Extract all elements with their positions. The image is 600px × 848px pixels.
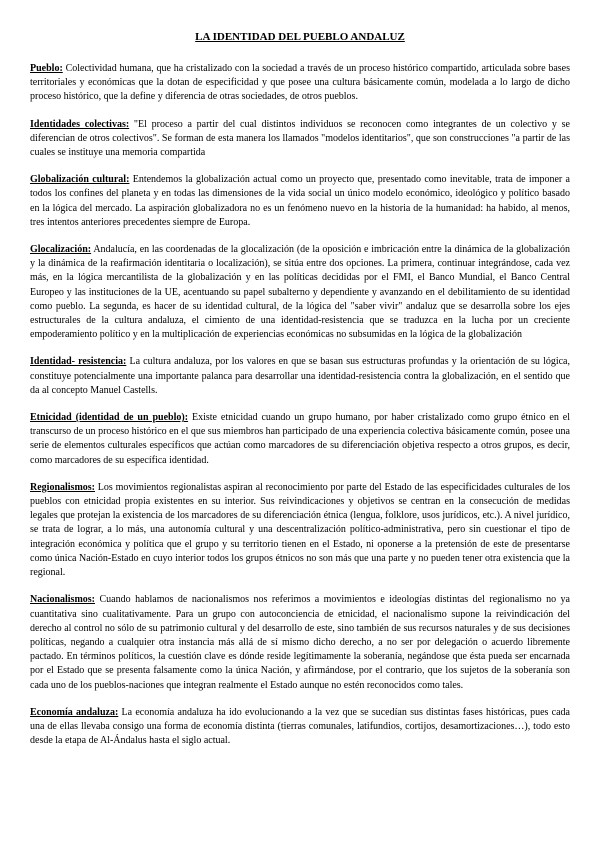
definition-text: "El proceso a partir del cual distintos individuos se reconocen como integrantes de un colectivo y se diferencian de otros colectivos". Se forman de esta manera los llamados "modelos identitarios", que son construcciones "a partir de las cuales se instituye una memoria compartida — [30, 118, 570, 159]
definition-text: Los movimientos regionalistas aspiran al reconocimiento por parte del Estado de las especificidades culturales de los pueblos con etnicidad propia existentes en su interior. Sus reivindicaciones y objetivos se centran en la consecución de medidas legales que protejan la existencia de los marcadores de su diferenciación étnica (lengua, folklore, usos jurídicos, etc.). A nivel jurídico, se trata de lograr, a lo más, una autonomía cultural y una descentralización político-administrativa, pero sin cuestionar el tipo de integración económica y política que el grupo y su territorio tienen en el Estado, ni oponerse a la pretensión de este de presentarse como única Nación-Estado en cuyo interior todos los grupos étnicos no son más que una parte y no pueden tener otra existencia que la regional. — [30, 481, 570, 579]
definition-globalizacion-cultural — [30, 173, 570, 230]
definition-text: La economía andaluza ha ido evolucionando a la vez que se sucedían sus distintas fases históricas, pues cada una de ellas llevaba consigo una forma de economía distinta (tierras comunales, latifundios, cortijos, desamortizaciones…), todo esto desde la etapa de Al-Ándalus hasta el siglo actual. — [30, 706, 570, 747]
definition-etnicidad — [30, 411, 570, 468]
definition-identidades-colectivas — [30, 118, 570, 161]
definition-term: Identidad- resistencia: — [30, 356, 127, 368]
definition-glocalizacion — [30, 243, 570, 342]
definition-economia-andaluza — [30, 706, 570, 749]
definition-text: Entendemos la globalización actual como un proyecto que, presentado como inevitable, trata de imponer a todos los confines del planeta y en todas las dimensiones de la vida social un único modelo económico, ideológico y político basado en la lógica del mercado. La aspiración globalizadora no es un fenómeno nuevo en la historia de la humanidad: ha habido, al menos, tres intentos anteriores precedentes siempre de Europa. — [30, 174, 570, 228]
definition-term: Regionalismos: — [30, 481, 95, 493]
definition-term: Glocalización: — [30, 244, 92, 256]
definition-term: Nacionalismos: — [30, 594, 95, 606]
definition-term: Identidades colectivas: — [30, 118, 130, 130]
definition-text: Andalucía, en las coordenadas de la glocalización (de la oposición e imbricación entre la dinámica de la globalización y la dinámica de la reafirmación identitaria o localización), se sitúa entre dos opciones. La primera, continuar integrándose, cada vez más, en la lógica mercantilista de la globalización y en las políticas decididas por el FMI, el Banco Mundial, el Banco Central Europeo y las instituciones de la UE, acentuando su papel subalterno y dependiente y avanzando en el debilitamiento de su identidad como pueblo. La segunda, es hacer de su identidad cultural, de la lógica del "saber vivir" andaluz que se desarrolla sobre los ejes estructurales de la cultura andaluza, el cimiento de una identidad-resistencia que se traduzca en la lucha por un creciente empoderamiento político y en la multiplicación de experiencias económicas no subsumidas en la lógica de la globalización — [30, 244, 570, 341]
definition-regionalismos — [30, 481, 570, 580]
definition-term: Globalización cultural: — [30, 174, 130, 186]
definition-term: Economía andaluza: — [30, 706, 119, 718]
definition-text: La cultura andaluza, por los valores en que se basan sus estructuras profundas y la orientación de su lógica, constituye potencialmente una importante palanca para desarrollar una identidad-resistencia contra la globalización, en el sentido que da al concepto Manuel Castells. — [30, 356, 570, 396]
definition-pueblo — [30, 62, 570, 105]
definition-text: Existe etnicidad cuando un grupo humano, por haber cristalizado como grupo étnico en el transcurso de un proceso histórico en el que sus miembros han participado de una experiencia colectiva básicamente común, posee una serie de elementos culturales específicos que actúan como marcadores de su diferenciación objetiva respecto a otros grupos, es decir, como marcadores de su específica identidad. — [30, 412, 570, 466]
definition-text: Colectividad humana, que ha cristalizado con la sociedad a través de un proceso histórico compartido, articulada sobre bases territoriales y económicas que la dotan de especificidad y que posee una cultura básicamente común, modelada a lo largo de dicho proceso histórico, que la define y diferencia de otras sociedades, de otros pueblos. — [30, 63, 570, 103]
document-title: LA IDENTIDAD DEL PUEBLO ANDALUZ — [195, 31, 405, 43]
definition-text: Cuando hablamos de nacionalismos nos referimos a movimientos e ideologías distintas del regionalismo no ya cuantitativa sino cualitativamente. Para un grupo con autoconciencia de etnicidad, el nacionalismo supone la reivindicación del derecho al control no sólo de su patrimonio cultural y del desarrollo de este, sino también de sus recursos naturales y de sus decisiones políticas, negando a cualquier otra instancia más allá de sí mismo dicho derecho, a no ser por delegación o acuerdo libremente pactado. En términos políticos, la cuestión clave es dónde reside legítimamente la soberanía, negándose que ésta pueda ser encarnada por el Estado que se presenta falsamente como la única Nación, y afirmándose, por el contrario, que los sujetos de la soberanía son cada uno de los pueblos-naciones que integran realmente el Estado aunque no estén reconocidos como tales. — [30, 594, 570, 691]
definition-term: Etnicidad (identidad de un pueblo): — [30, 412, 189, 424]
definition-identidad-resistencia — [30, 355, 570, 398]
definition-term: Pueblo: — [30, 63, 63, 74]
definition-nacionalismos — [30, 593, 570, 692]
